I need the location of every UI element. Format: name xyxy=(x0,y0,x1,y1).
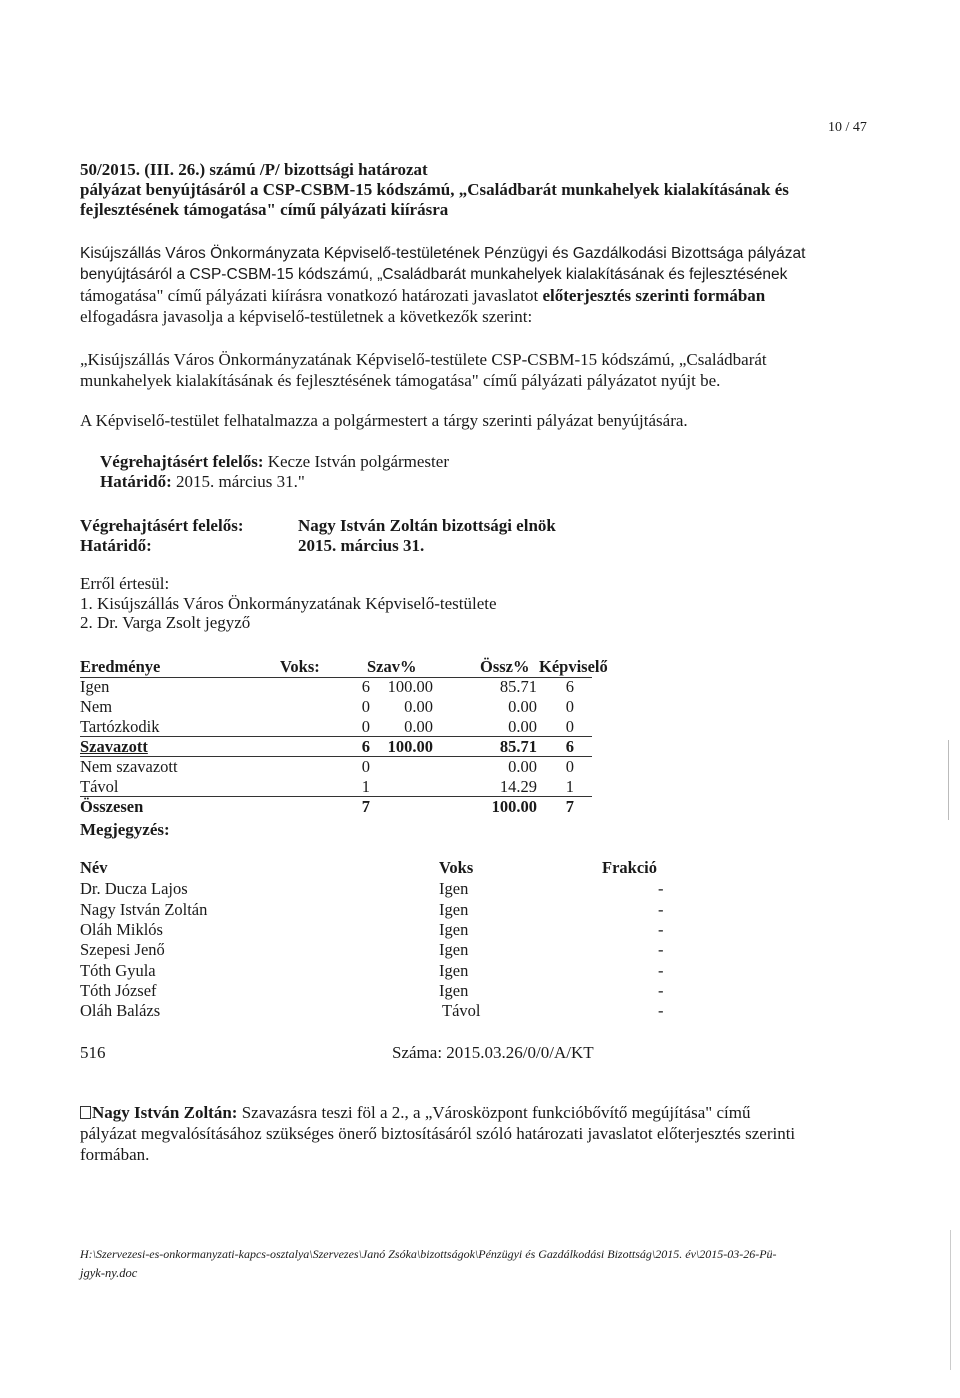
results-cell: 100.00 xyxy=(387,677,433,696)
results-cell: 0 xyxy=(565,697,574,716)
votes-header-name: Név xyxy=(80,858,108,877)
results-cell: Tartózkodik xyxy=(80,717,160,736)
intro-line-4: elfogadásra javasolja a képviselő-testületnek a következők szerint: xyxy=(80,307,533,326)
results-header xyxy=(80,657,608,677)
results-cell: 6 xyxy=(361,737,370,756)
results-note-label: Megjegyzés: xyxy=(80,820,170,839)
inner-responsibility xyxy=(100,452,449,492)
quote-line-1: „Kisújszállás Város Önkormányzatának Képviselő-testülete CSP-CSBM-15 kódszámú, „Családbarát xyxy=(80,350,767,369)
vote-cell: Igen xyxy=(439,961,469,980)
outer-responsible-value: Nagy István Zoltán bizottsági elnök xyxy=(298,516,556,535)
results-cell: Igen xyxy=(80,677,110,696)
outer-responsibility xyxy=(80,516,680,556)
results-cell: 100.00 xyxy=(387,737,433,756)
results-header-votes: Voks: xyxy=(280,657,320,676)
quote-paragraph xyxy=(80,349,840,391)
vote-cell: Dr. Ducza Lajos xyxy=(80,879,188,898)
intro-line-2: benyújtásáról a CSP-CSBM-15 kódszámú, „Családbarát munkahelyek kialakításának és fejlesztésének xyxy=(80,266,788,283)
authorization-text: A Képviselő-testület felhatalmazza a polgármestert a tárgy szerinti pályázat benyújtására. xyxy=(80,411,688,430)
vote-cell: - xyxy=(658,940,664,959)
results-row xyxy=(80,677,600,697)
outer-responsible-row xyxy=(80,516,680,536)
results-cell: 0 xyxy=(361,697,370,716)
record-number: Száma: 2015.03.26/0/0/A/KT xyxy=(392,1043,594,1062)
results-cell: 0 xyxy=(565,757,574,776)
next-item-paragraph xyxy=(80,1102,840,1165)
results-header-vote-percent: Szav% xyxy=(367,657,417,676)
vote-cell: - xyxy=(658,981,664,1000)
record-id: 516 xyxy=(80,1043,106,1062)
next-item-line-2: pályázat megvalósításához szükséges önerő biztosításáról szóló határozati javaslatot előterjesztés szerinti xyxy=(80,1124,796,1143)
next-item-line-1 xyxy=(80,1102,840,1123)
outer-deadline-label: Határidő: xyxy=(80,536,152,555)
vote-cell: - xyxy=(658,1001,664,1020)
outer-responsible-label: Végrehajtásért felelős: xyxy=(80,516,244,535)
inner-deadline-row xyxy=(100,472,449,492)
results-cell: 0.00 xyxy=(508,697,537,716)
inner-deadline-value: 2015. március 31." xyxy=(176,472,305,491)
results-row xyxy=(80,717,600,737)
vote-row xyxy=(80,900,700,920)
notification-list xyxy=(80,574,497,633)
vote-cell: - xyxy=(658,961,664,980)
results-cell: 1 xyxy=(361,777,370,796)
vote-cell: Oláh Miklós xyxy=(80,920,163,939)
vote-row xyxy=(80,1001,700,1021)
resolution-heading xyxy=(80,160,789,220)
checkbox-icon xyxy=(80,1106,91,1119)
results-cell: 0.00 xyxy=(508,757,537,776)
vote-cell: - xyxy=(658,920,664,939)
vote-cell: Igen xyxy=(439,879,469,898)
file-path-line-1: H:\Szervezesi-es-onkormanyzati-kapcs-osztalya\Szervezes\Janó Zsóka\bizottságok\Pénzügyi és Gazdálkodási Bizottság\2015. év\2015-03-26-Pü- xyxy=(80,1247,777,1261)
intro-line-1: Kisújszállás Város Önkormányzata Képviselő-testületének Pénzügyi és Gazdálkodási Bizottsága pályázat xyxy=(80,245,806,262)
intro-paragraph xyxy=(80,243,840,327)
results-header-result: Eredménye xyxy=(80,657,161,676)
results-header-representative: Képviselő xyxy=(539,657,608,676)
results-cell: 7 xyxy=(361,797,370,816)
vote-cell: Szepesi Jenő xyxy=(80,940,165,959)
results-cell: 100.00 xyxy=(491,797,537,816)
results-row xyxy=(80,797,600,817)
vote-row xyxy=(80,981,700,1001)
next-item-line-3: formában. xyxy=(80,1145,150,1164)
votes-header-faction: Frakció xyxy=(602,858,657,877)
results-row xyxy=(80,737,600,757)
votes-header xyxy=(80,858,700,878)
scan-margin-mark xyxy=(950,1230,951,1370)
page-number: 10 / 47 xyxy=(828,120,867,135)
vote-cell: Távol xyxy=(442,1001,481,1020)
vote-row xyxy=(80,961,700,981)
results-cell: 0 xyxy=(361,757,370,776)
results-cell: Nem xyxy=(80,697,113,716)
results-row xyxy=(80,777,600,797)
results-cell: 1 xyxy=(565,777,574,796)
results-cell: 0.00 xyxy=(404,697,433,716)
resolution-title-line-3: fejlesztésének támogatása" című pályázati kiírásra xyxy=(80,200,449,219)
vote-cell: - xyxy=(658,900,664,919)
results-cell: Nem szavazott xyxy=(80,757,178,776)
results-row xyxy=(80,757,600,777)
vote-cell: Oláh Balázs xyxy=(80,1001,161,1020)
resolution-title-line-2: pályázat benyújtásáról a CSP-CSBM-15 kódszámú, „Családbarát munkahelyek kialakításának és xyxy=(80,180,789,199)
vote-cell: Igen xyxy=(439,920,469,939)
file-path-line-2: jgyk-ny.doc xyxy=(80,1266,138,1280)
results-cell: 6 xyxy=(565,677,574,696)
vote-cell: Igen xyxy=(439,940,469,959)
inner-responsible-label: Végrehajtásért felelős: xyxy=(100,452,264,471)
notification-item-2: 2. Dr. Varga Zsolt jegyző xyxy=(80,613,251,632)
vote-cell: - xyxy=(658,879,664,898)
results-cell: 85.71 xyxy=(499,677,537,696)
quote-line-2: munkahelyek kialakításának és fejlesztésének támogatása" című pályázati pályázatot nyújt be. xyxy=(80,371,721,390)
intro-line-3-text: támogatása" című pályázati kiírásra vonatkozó határozati javaslatot xyxy=(80,286,539,305)
intro-line-3 xyxy=(80,285,840,306)
results-cell: 0 xyxy=(361,717,370,736)
vote-row xyxy=(80,940,700,960)
inner-responsible-value: Kecze István polgármester xyxy=(267,452,449,471)
results-header-total-percent: Össz% xyxy=(480,657,530,676)
scan-margin-mark xyxy=(948,740,949,820)
outer-deadline-value: 2015. március 31. xyxy=(298,536,425,555)
outer-deadline-row xyxy=(80,536,680,556)
vote-row xyxy=(80,879,700,899)
results-cell: 85.71 xyxy=(499,737,537,756)
file-path-footer xyxy=(80,1245,840,1283)
vote-row xyxy=(80,920,700,940)
vote-cell: Igen xyxy=(439,900,469,919)
results-cell: Távol xyxy=(80,777,119,796)
results-cell: 0.00 xyxy=(508,717,537,736)
vote-cell: Igen xyxy=(439,981,469,1000)
next-item-speaker: Nagy István Zoltán: xyxy=(92,1103,238,1122)
vote-cell: Tóth Gyula xyxy=(80,961,156,980)
results-cell: 6 xyxy=(565,737,574,756)
results-cell: Szavazott xyxy=(80,737,148,756)
results-cell: 0.00 xyxy=(404,717,433,736)
intro-line-3-bold: előterjesztés szerinti formában xyxy=(542,286,766,305)
inner-deadline-label: Határidő: xyxy=(100,472,172,491)
inner-responsible-row xyxy=(100,452,449,472)
next-item-line-1-text: Szavazásra teszi föl a 2., a „Városközpont funkcióbővítő megújítása" című xyxy=(241,1103,751,1122)
notification-item-1: 1. Kisújszállás Város Önkormányzatának Képviselő-testülete xyxy=(80,593,497,613)
results-cell: 0 xyxy=(565,717,574,736)
results-cell: 6 xyxy=(361,677,370,696)
vote-cell: Tóth József xyxy=(80,981,157,1000)
results-cell: 14.29 xyxy=(499,777,537,796)
votes-header-vote: Voks xyxy=(439,858,474,877)
results-row xyxy=(80,697,600,717)
notification-label: Erről értesül: xyxy=(80,574,170,593)
results-cell: Összesen xyxy=(80,797,144,816)
vote-cell: Nagy István Zoltán xyxy=(80,900,208,919)
results-cell: 7 xyxy=(565,797,574,816)
resolution-number: 50/2015. (III. 26.) számú /P/ bizottsági határozat xyxy=(80,160,428,179)
